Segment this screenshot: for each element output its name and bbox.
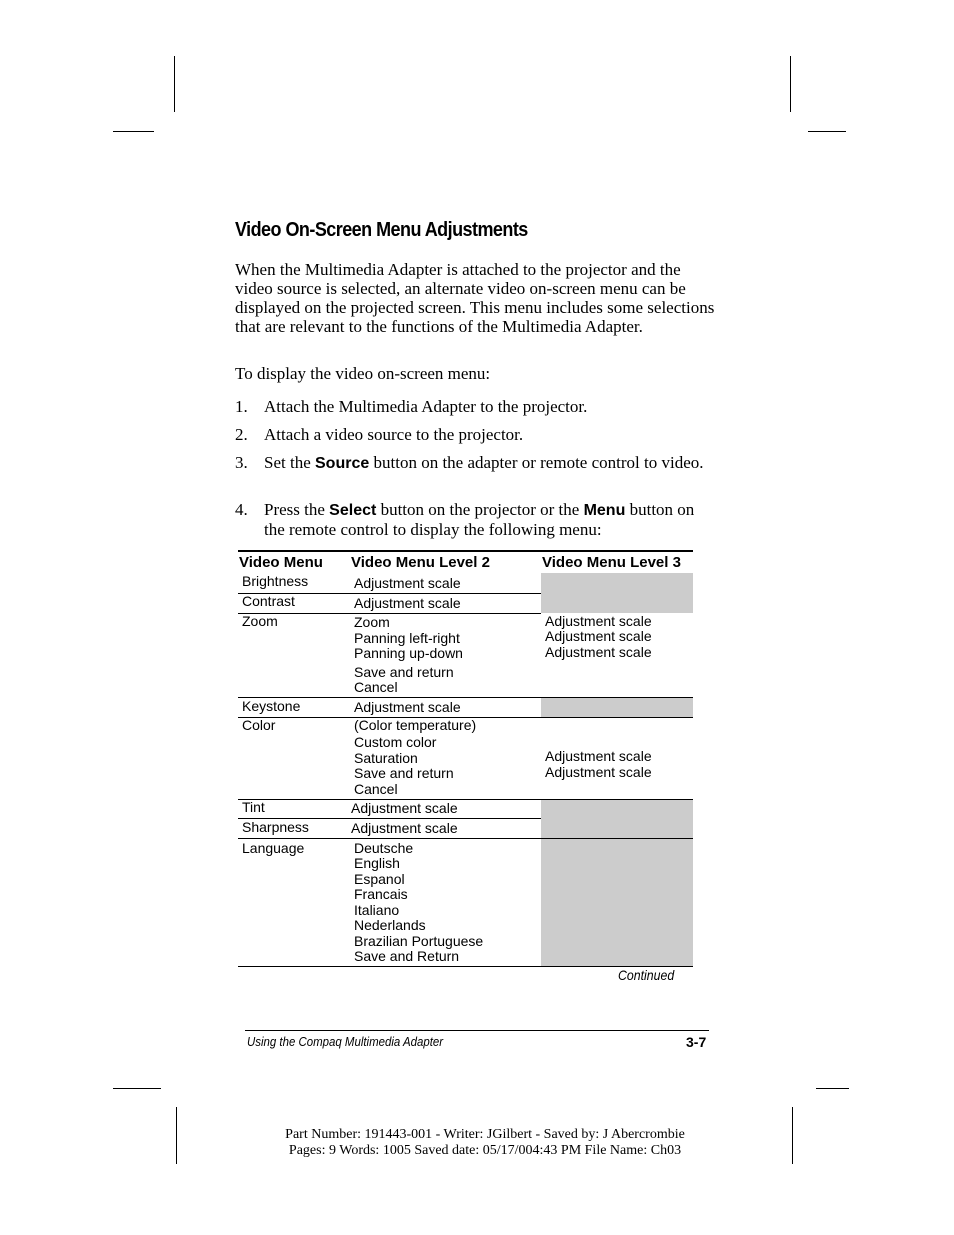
crop-mark-top-right-v	[790, 56, 791, 112]
crop-mark-top-right-h	[808, 131, 846, 132]
continued-note: Continued	[618, 967, 675, 983]
cell-language-brazilian: Brazilian Portuguese	[354, 933, 484, 949]
cell-zoom-l2-pan-lr: Panning left-right	[354, 630, 460, 646]
cell-color-l3-1: Adjustment scale	[545, 748, 652, 764]
header-level-3: Video Menu Level 3	[542, 554, 681, 571]
cell-color-l3-2: Adjustment scale	[545, 764, 652, 780]
step-text: Attach a video source to the projector.	[264, 425, 524, 444]
cell-zoom-l2-zoom: Zoom	[354, 614, 390, 630]
footer-title: Using the Compaq Multimedia Adapter	[247, 1034, 444, 1049]
cell-color-l2-save: Save and return	[354, 765, 454, 781]
header-video-menu: Video Menu	[239, 554, 323, 571]
meta-line-1: Part Number: 191443-001 - Writer: JGilbert - Saved by: J Abercrombie	[285, 1127, 685, 1142]
cell-zoom-l3-3: Adjustment scale	[545, 644, 652, 660]
cell-brightness-l2: Adjustment scale	[354, 575, 461, 591]
cell-zoom-l3-1: Adjustment scale	[545, 613, 652, 629]
cell-color-l2-temp: (Color temperature)	[354, 717, 477, 733]
cell-zoom: Zoom	[242, 613, 278, 629]
footer-rule	[245, 1030, 709, 1031]
cell-zoom-l2-cancel: Cancel	[354, 679, 398, 695]
cell-language-francais: Francais	[354, 886, 408, 902]
cell-tint-l2: Adjustment scale	[351, 800, 458, 816]
page-number: 3-7	[686, 1034, 707, 1050]
shade-tint-sharpness	[541, 800, 693, 838]
crop-mark-bottom-left-h	[113, 1088, 161, 1089]
table-top-rule	[238, 550, 693, 552]
cell-color-l2-custom: Custom color	[354, 734, 437, 750]
cell-keystone-l2: Adjustment scale	[354, 699, 461, 715]
page-title: Video On-Screen Menu Adjustments	[235, 219, 528, 241]
step-number: 2.	[235, 425, 248, 444]
step-text: Set the Source button on the adapter or remote control to video.	[264, 453, 704, 472]
step-number: 3.	[235, 453, 248, 472]
cell-language-italiano: Italiano	[354, 902, 400, 918]
shade-language	[541, 839, 693, 966]
cell-brightness: Brightness	[242, 573, 309, 589]
shade-brightness-contrast	[541, 573, 693, 613]
header-level-2: Video Menu Level 2	[351, 554, 490, 571]
intro-paragraph: When the Multimedia Adapter is attached to the projector and the video source is selected, an alternate video on-screen menu can be displayed on the projected screen. This menu includes some selections that are relevant to the functions of the Multimedia Adapter.	[235, 260, 715, 336]
cell-language-nederlands: Nederlands	[354, 917, 426, 933]
cell-keystone: Keystone	[242, 698, 301, 714]
cell-contrast: Contrast	[242, 593, 295, 609]
cell-sharpness-l2: Adjustment scale	[351, 820, 458, 836]
cell-sharpness: Sharpness	[242, 819, 309, 835]
cell-color-l2-cancel: Cancel	[354, 781, 398, 797]
cell-color: Color	[242, 717, 276, 733]
select-keyword: Select	[329, 502, 377, 519]
step-text: Press the Select button on the projector or the Menu button on the remote control to display the following menu:	[264, 500, 695, 539]
menu-keyword: Menu	[583, 502, 626, 519]
source-keyword: Source	[315, 455, 370, 472]
step-number: 4.	[235, 500, 248, 519]
meta-line-2: Pages: 9 Words: 1005 Saved date: 05/17/004:43 PM File Name: Ch03	[288, 1143, 682, 1158]
step-text: Attach the Multimedia Adapter to the projector.	[264, 397, 588, 416]
cell-language: Language	[242, 840, 305, 856]
row-divider	[238, 838, 693, 839]
cell-language-english: English	[354, 855, 400, 871]
cell-color-l2-saturation: Saturation	[354, 750, 418, 766]
crop-mark-top-left-v	[174, 56, 175, 112]
cell-zoom-l2-pan-ud: Panning up-down	[354, 645, 463, 661]
cell-language-deutsche: Deutsche	[354, 840, 414, 856]
cell-language-espanol: Espanol	[354, 871, 405, 887]
cell-tint: Tint	[242, 799, 265, 815]
row-divider	[238, 799, 693, 800]
cell-language-save: Save and Return	[354, 948, 460, 964]
to-display-paragraph: To display the video on-screen menu:	[235, 364, 491, 383]
step-number: 1.	[235, 397, 248, 416]
row-divider	[238, 697, 693, 698]
cell-zoom-l2-save: Save and return	[354, 664, 454, 680]
crop-mark-top-left-h	[113, 131, 154, 132]
crop-mark-bottom-right-h	[816, 1088, 849, 1089]
cell-zoom-l3-2: Adjustment scale	[545, 628, 652, 644]
shade-keystone	[541, 698, 693, 717]
cell-contrast-l2: Adjustment scale	[354, 595, 461, 611]
